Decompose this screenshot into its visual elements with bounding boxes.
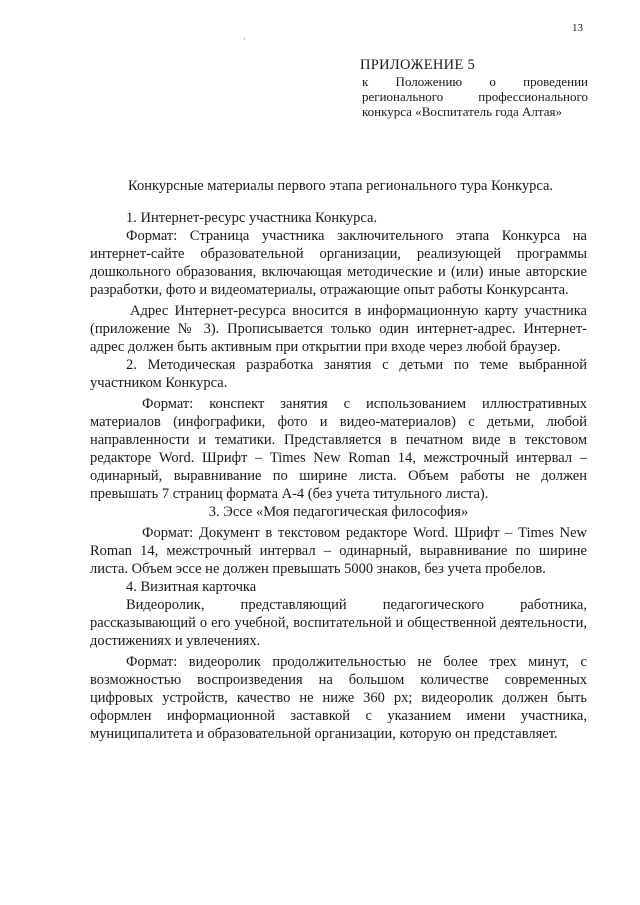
section-4-format: Формат: видеоролик продолжительностью не более трех минут, с возможностью воспроизведения на большом количестве современных цифровых устройств, качество не ниже 360 px; видеоролик должен быть оформлен информационной заставкой с указанием имени участника, муниципалитета и образовательной организации, которую он представляет. bbox=[90, 654, 587, 742]
section-4-description: Видеоролик, представляющий педагогического работника, рассказывающий о его учебной, воспитательной и общественной деятельности, достижениях и увлечениях. bbox=[90, 597, 587, 649]
section-2-format: Формат: конспект занятия с использованием иллюстративных материалов (инфографики, фото и видео-материалов) с детьми, любой направленности и тематики. Представляется в печатном виде в текстовом редакторе Word. Шрифт – Times New Roman 14, межстрочный интервал – одинарный, выравнивание по ширине листа. Объем работы не должен превышать 7 страниц формата А-4 (без учета титульного листа). bbox=[90, 396, 587, 502]
section-3-title: 3. Эссе «Моя педагогическая философия» bbox=[208, 504, 469, 520]
section-1-address: Адрес Интернет-ресурса вносится в информационную карту участника (приложение № 3). Прописывается только один интернет-адрес. Интернет-адрес должен быть активным при открытии при входе через любой браузер. bbox=[90, 303, 587, 355]
section-1-title: 1. Интернет-ресурс участника Конкурса. bbox=[126, 210, 378, 226]
section-2-title: 2. Методическая разработка занятия с детьми по теме выбранной участником Конкурса. bbox=[90, 357, 587, 391]
section-4-title: 4. Визитная карточка bbox=[126, 579, 257, 595]
document-body bbox=[90, 209, 587, 743]
section-3-format: Формат: Документ в текстовом редакторе Word. Шрифт – Times New Roman 14, межстрочный интервал – одинарный, выравнивание по ширине листа. Объем эссе не должен превышать 5000 знаков, без учета пробелов. bbox=[90, 525, 587, 577]
appendix-title: ПРИЛОЖЕНИЕ 5 bbox=[360, 57, 476, 73]
appendix-header bbox=[360, 57, 588, 119]
page-number: 13 bbox=[572, 22, 583, 34]
scan-mark: · bbox=[243, 34, 246, 44]
section-1-format: Формат: Страница участника заключительного этапа Конкурса на интернет-сайте образовательной организации, реализующей программы дошкольного образования, включающая методические и (или) иные авторские разработки, фото и видеоматериалы, отражающие опыт работы Конкурсанта. bbox=[90, 228, 587, 298]
appendix-subtitle: к Положению о проведении регионального профессионального конкурса «Воспитатель года Алтая» bbox=[362, 74, 588, 119]
document-heading: Конкурсные материалы первого этапа регионального тура Конкурса. bbox=[128, 178, 554, 194]
